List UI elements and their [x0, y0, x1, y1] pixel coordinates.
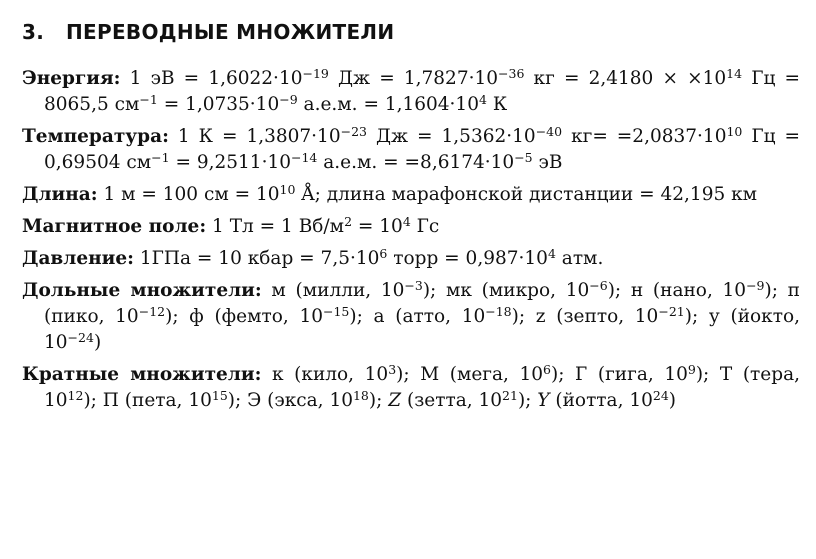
- entry-text: а.е.м. = =8,6174·10: [317, 152, 515, 173]
- entry-text: а.е.м. = 1,1604·10: [297, 94, 479, 115]
- entry-text: ); у (йокто, 10: [44, 306, 800, 353]
- entry-label: Кратные множители:: [22, 364, 262, 385]
- exponent: 18: [352, 388, 369, 403]
- entry-temperature: [22, 124, 800, 176]
- entry-text: ); ф (фемто, 10: [165, 306, 323, 327]
- entry-text: 1 эВ = 1,6022·10: [120, 68, 303, 89]
- entry-text: м (милли, 10: [261, 280, 405, 301]
- entry-text: = 9,2511·10: [169, 152, 291, 173]
- exponent: −9: [279, 92, 298, 107]
- entry-text: ); z (зепто, 10: [511, 306, 659, 327]
- exponent: 12: [67, 388, 84, 403]
- entry-text: торр = 0,987·10: [387, 248, 548, 269]
- exponent: 14: [726, 66, 743, 81]
- entry-text: 1 м = 100 см = 10: [97, 184, 280, 205]
- entry-text: Å; длина марафонской дистанции = 42,195 км: [295, 184, 758, 205]
- exponent: 10: [279, 182, 296, 197]
- entry-text: ); Т (тера, 10: [44, 364, 800, 411]
- entry-magnetic-field: [22, 214, 800, 240]
- exponent: 4: [402, 214, 411, 229]
- exponent: −18: [485, 304, 512, 319]
- entry-text: Гц = 8065,5 см: [44, 68, 800, 115]
- entry-text: ); а (атто, 10: [349, 306, 486, 327]
- entry-pressure: [22, 246, 800, 272]
- entry-text: (йотта, 10: [549, 390, 653, 411]
- exponent: 6: [379, 246, 388, 261]
- entry-text: Гс: [410, 216, 440, 237]
- entry-label: Дольные множители:: [22, 280, 262, 301]
- exponent: 4: [478, 92, 487, 107]
- entry-text: к (кило, 10: [261, 364, 389, 385]
- exponent: −12: [138, 304, 166, 319]
- exponent: −24: [67, 330, 94, 345]
- entry-text: ): [668, 390, 676, 411]
- section-number: 3.: [22, 20, 45, 44]
- entry-label: Энергия:: [22, 68, 121, 89]
- entry-text: ); мк (микро, 10: [422, 280, 590, 301]
- exponent: 21: [502, 388, 518, 403]
- entry-text: атм.: [555, 248, 604, 269]
- entry-text: 1ГПа = 10 кбар = 7,5·10: [133, 248, 380, 269]
- exponent: 6: [543, 362, 551, 377]
- exponent: −21: [658, 304, 685, 319]
- exponent: −14: [291, 150, 318, 165]
- exponent: −19: [302, 66, 329, 81]
- exponent: −1: [139, 92, 158, 107]
- entry-text: ); н (нано, 10: [607, 280, 747, 301]
- entry-text: ); П (пета, 10: [83, 390, 212, 411]
- entry-text: К: [486, 94, 508, 115]
- entry-text: Гц = 0,69504 см: [44, 126, 800, 173]
- document-page: [22, 18, 800, 548]
- exponent: −5: [514, 150, 533, 165]
- exponent: −6: [589, 278, 608, 293]
- entry-label: Температура:: [22, 126, 169, 147]
- entry-text: );: [517, 390, 538, 411]
- exponent: −23: [340, 124, 367, 139]
- exponent: −40: [535, 124, 563, 139]
- entry-text: = 10: [352, 216, 403, 237]
- entry-text: ); Г (гига, 10: [551, 364, 688, 385]
- entry-label: Магнитное поле:: [22, 216, 207, 237]
- entry-text: ); Э (экса, 10: [227, 390, 353, 411]
- exponent: −3: [404, 278, 423, 293]
- yotta-symbol: Y: [537, 390, 550, 411]
- entry-multiples: [22, 362, 800, 414]
- entry-energy: [22, 66, 800, 118]
- entry-text: 1 К = 1,3807·10: [168, 126, 341, 147]
- exponent: 10: [726, 124, 743, 139]
- entry-text: эВ: [532, 152, 563, 173]
- exponent: 9: [687, 362, 696, 377]
- exponent: −15: [322, 304, 350, 319]
- entry-label: Длина:: [22, 184, 98, 205]
- entry-text: ); М (мега, 10: [396, 364, 544, 385]
- entry-text: ); п (пико, 10: [44, 280, 801, 327]
- section-heading: [22, 18, 800, 46]
- entry-text: 1 Тл = 1 Вб/м: [206, 216, 345, 237]
- exponent: 2: [344, 214, 353, 229]
- section-title: ПЕРЕВОДНЫЕ МНОЖИТЕЛИ: [66, 20, 395, 44]
- entry-text: Дж = 1,5362·10: [367, 126, 536, 147]
- entry-text: Дж = 1,7827·10: [328, 68, 499, 89]
- entry-submultiples: [22, 278, 800, 356]
- exponent: −1: [151, 150, 170, 165]
- exponent: 15: [211, 388, 228, 403]
- zetta-symbol: Z: [388, 390, 402, 411]
- entry-text: = 1,0735·10: [157, 94, 280, 115]
- exponent: 4: [547, 246, 556, 261]
- entry-text: кг = 2,4180 × ×10: [524, 68, 727, 89]
- exponent: −36: [498, 66, 525, 81]
- entry-text: );: [368, 390, 389, 411]
- entry-length: [22, 182, 800, 208]
- exponent: −9: [746, 278, 765, 293]
- exponent: 3: [388, 362, 397, 377]
- entry-text: кг= =2,0837·10: [562, 126, 727, 147]
- entry-text: (зетта, 10: [401, 390, 503, 411]
- entry-text: ): [93, 332, 102, 353]
- entry-label: Давление:: [22, 248, 134, 269]
- exponent: 24: [652, 388, 669, 403]
